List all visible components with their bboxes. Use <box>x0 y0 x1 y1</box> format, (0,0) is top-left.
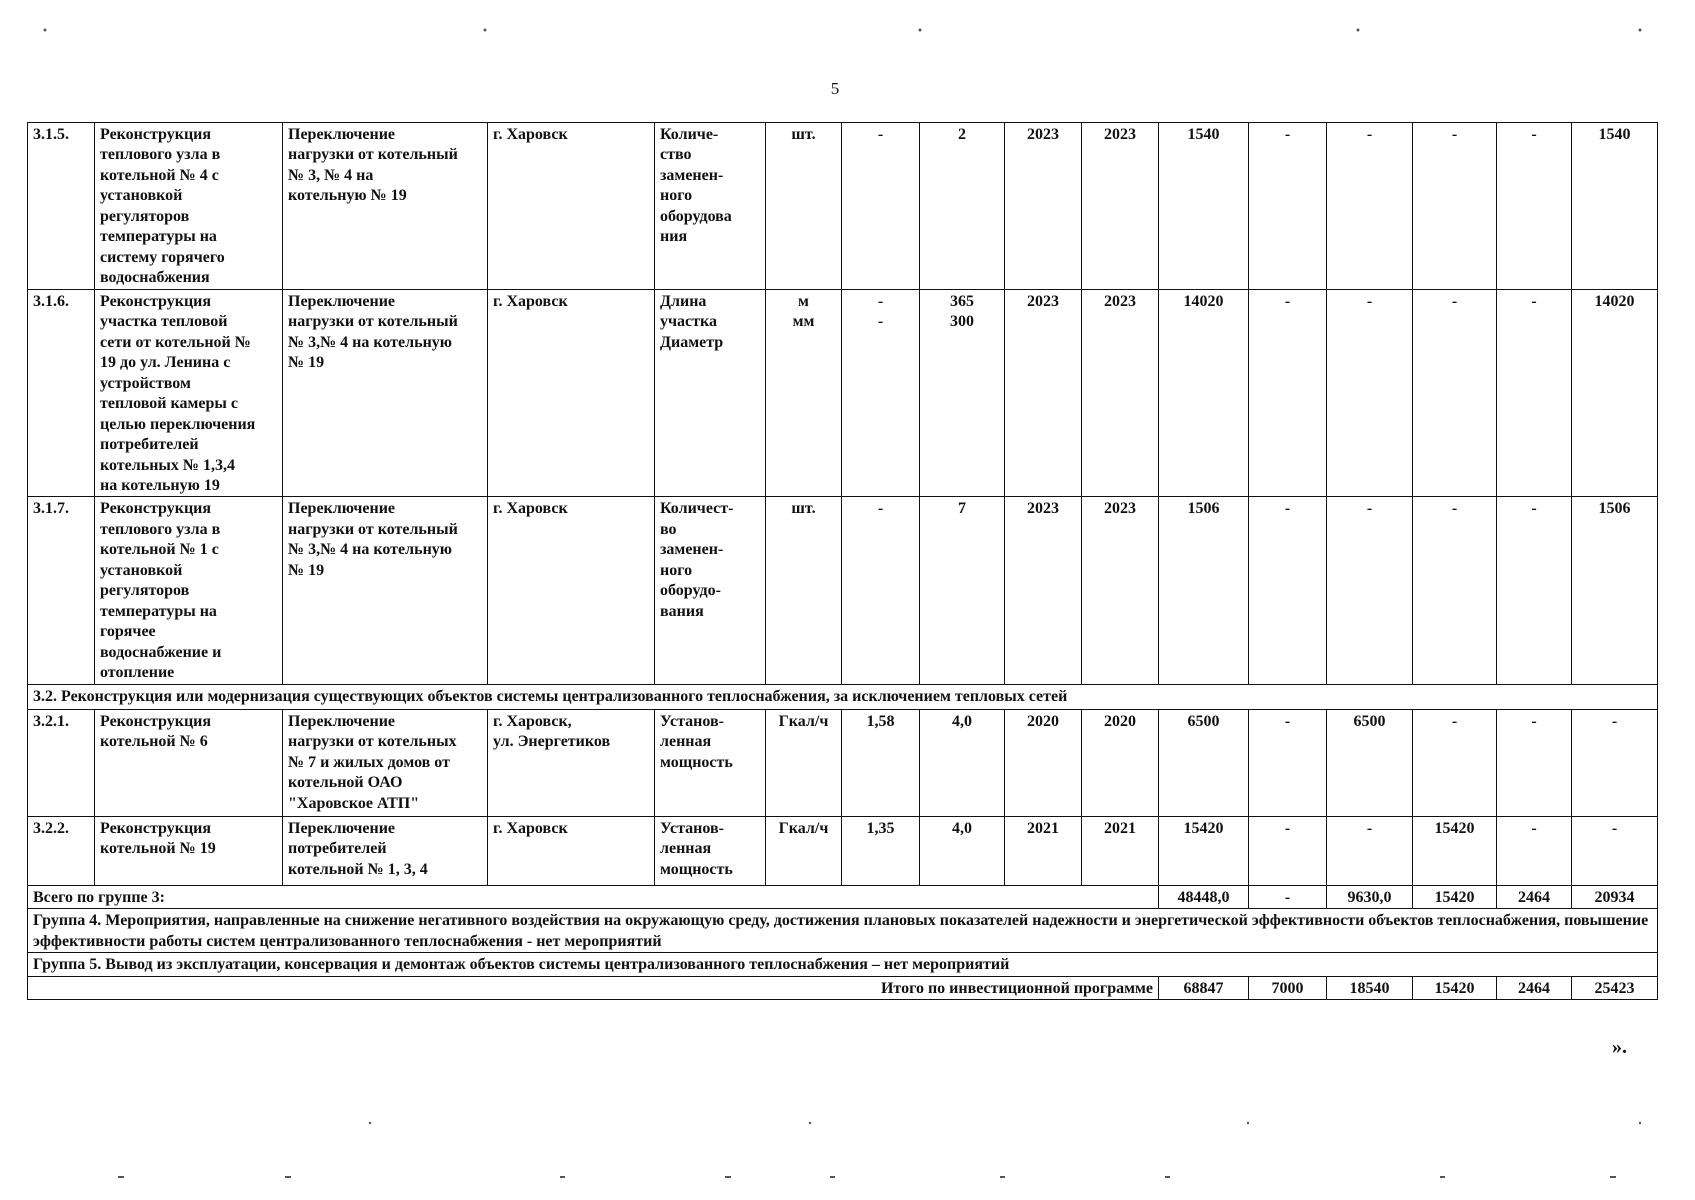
total-cost: 1540 <box>1159 123 1249 290</box>
investment-program-table <box>27 122 1658 1000</box>
section-row <box>28 684 1658 709</box>
row-number: 3.1.6. <box>28 289 95 497</box>
cost-year-5: 1506 <box>1572 497 1658 684</box>
indicator-unit: шт. <box>766 497 842 684</box>
table-row <box>28 289 1658 497</box>
group3-total-label: Всего по группе 3: <box>28 885 1159 908</box>
measure-purpose: Переключение нагрузки от котельный № 3,№ 4 на котельную № 19 <box>283 497 488 684</box>
cost-year-3: - <box>1413 289 1497 497</box>
measure-location: г. Харовск <box>488 289 655 497</box>
indicator-unit: м мм <box>766 289 842 497</box>
cost-year-1: - <box>1249 709 1327 816</box>
end-year: 2020 <box>1082 709 1159 816</box>
value-before: - - <box>842 289 920 497</box>
indicator-name: Установ- ленная мощность <box>655 709 766 816</box>
measure-name: Реконструкция котельной № 19 <box>95 816 283 885</box>
value-before: - <box>842 497 920 684</box>
cost-year-3: 15420 <box>1413 816 1497 885</box>
start-year: 2023 <box>1005 289 1082 497</box>
cost-year-4: - <box>1497 289 1572 497</box>
indicator-unit: Гкал/ч <box>766 816 842 885</box>
total-cost: 15420 <box>1159 816 1249 885</box>
start-year: 2023 <box>1005 497 1082 684</box>
cost-year-3: - <box>1413 497 1497 684</box>
total-cost: 14020 <box>1159 289 1249 497</box>
cost-year-1: - <box>1249 123 1327 290</box>
grand-cost-year-5: 25423 <box>1572 976 1658 999</box>
cost-year-3: - <box>1413 709 1497 816</box>
section-title: 3.2. Реконструкция или модернизация существующих объектов системы централизованного теплоснабжения, за исключением тепловых сетей <box>28 684 1658 709</box>
end-year: 2023 <box>1082 497 1159 684</box>
cost-year-4: - <box>1497 709 1572 816</box>
page-number: 5 <box>830 79 840 98</box>
grand-cost-year-1: 7000 <box>1249 976 1327 999</box>
grand-total-row <box>28 976 1658 999</box>
table-row <box>28 123 1658 290</box>
cost-year-2: - <box>1327 123 1413 290</box>
value-after: 365 300 <box>920 289 1005 497</box>
measure-name: Реконструкция теплового узла в котельной № 1 с установкой регуляторов температуры на горячее водоснабжение и отопление <box>95 497 283 684</box>
total-cost: 6500 <box>1159 709 1249 816</box>
group5-text: Группа 5. Вывод из эксплуатации, консервация и демонтаж объектов системы централизованного теплоснабжения – нет мероприятий <box>28 953 1658 976</box>
start-year: 2020 <box>1005 709 1082 816</box>
value-after: 4,0 <box>920 816 1005 885</box>
cost-year-5: 1540 <box>1572 123 1658 290</box>
cost-year-4: - <box>1497 123 1572 290</box>
indicator-name: Длина участка Диаметр <box>655 289 766 497</box>
indicator-name: Количе- ство заменен- ного оборудова ния <box>655 123 766 290</box>
row-number: 3.2.1. <box>28 709 95 816</box>
cost-year-5: - <box>1572 816 1658 885</box>
group3-cost-year-5: 20934 <box>1572 885 1658 908</box>
closing-quote-mark: ». <box>1612 1036 1627 1058</box>
group3-cost-year-4: 2464 <box>1497 885 1572 908</box>
value-after: 4,0 <box>920 709 1005 816</box>
measure-name: Реконструкция теплового узла в котельной № 4 с установкой регуляторов температуры на систему горячего водоснабжения <box>95 123 283 290</box>
end-year: 2023 <box>1082 289 1159 497</box>
measure-location: г. Харовск <box>488 816 655 885</box>
grand-total-cost: 68847 <box>1159 976 1249 999</box>
row-number: 3.1.5. <box>28 123 95 290</box>
measure-location: г. Харовск <box>488 123 655 290</box>
start-year: 2023 <box>1005 123 1082 290</box>
grand-cost-year-3: 15420 <box>1413 976 1497 999</box>
indicator-name: Количест- во заменен- ного оборудо- вания <box>655 497 766 684</box>
measure-purpose: Переключение нагрузки от котельный № 3,№ 4 на котельную № 19 <box>283 289 488 497</box>
cost-year-5: 14020 <box>1572 289 1658 497</box>
total-cost: 1506 <box>1159 497 1249 684</box>
measure-name: Реконструкция котельной № 6 <box>95 709 283 816</box>
measure-purpose: Переключение нагрузки от котельных № 7 и жилых домов от котельной ОАО "Харовское АТП" <box>283 709 488 816</box>
group3-total-cost: 48448,0 <box>1159 885 1249 908</box>
cost-year-2: 6500 <box>1327 709 1413 816</box>
measure-name: Реконструкция участка тепловой сети от котельной № 19 до ул. Ленина с устройством тепловой камеры с целью переключения потребителей котельных № 1,3,4 на котельную 19 <box>95 289 283 497</box>
value-after: 7 <box>920 497 1005 684</box>
table-row <box>28 497 1658 684</box>
group4-text: Группа 4. Мероприятия, направленные на снижение негативного воздействия на окружающую среду, достижения плановых показателей надежности и энергетической эффективности объектов теплоснабжения, повышение эффективности работы систем централизованного теплоснабжения - нет мероприятий <box>28 909 1658 953</box>
cost-year-2: - <box>1327 289 1413 497</box>
row-number: 3.2.2. <box>28 816 95 885</box>
group4-row <box>28 909 1658 953</box>
cost-year-2: - <box>1327 497 1413 684</box>
measure-location: г. Харовск, ул. Энергетиков <box>488 709 655 816</box>
group3-cost-year-1: - <box>1249 885 1327 908</box>
value-before: 1,58 <box>842 709 920 816</box>
cost-year-1: - <box>1249 497 1327 684</box>
table-row <box>28 709 1658 816</box>
cost-year-5: - <box>1572 709 1658 816</box>
measure-purpose: Переключение потребителей котельной № 1, 3, 4 <box>283 816 488 885</box>
end-year: 2021 <box>1082 816 1159 885</box>
value-before: 1,35 <box>842 816 920 885</box>
end-year: 2023 <box>1082 123 1159 290</box>
grand-cost-year-2: 18540 <box>1327 976 1413 999</box>
indicator-name: Установ- ленная мощность <box>655 816 766 885</box>
cost-year-3: - <box>1413 123 1497 290</box>
grand-total-label: Итого по инвестиционной программе <box>28 976 1159 999</box>
cost-year-1: - <box>1249 289 1327 497</box>
cost-year-4: - <box>1497 816 1572 885</box>
value-before: - <box>842 123 920 290</box>
measure-location: г. Харовск <box>488 497 655 684</box>
measure-purpose: Переключение нагрузки от котельный № 3, № 4 на котельную № 19 <box>283 123 488 290</box>
group3-total-row <box>28 885 1658 908</box>
indicator-unit: Гкал/ч <box>766 709 842 816</box>
indicator-unit: шт. <box>766 123 842 290</box>
group5-row <box>28 953 1658 976</box>
cost-year-1: - <box>1249 816 1327 885</box>
table-row <box>28 816 1658 885</box>
start-year: 2021 <box>1005 816 1082 885</box>
group3-cost-year-2: 9630,0 <box>1327 885 1413 908</box>
group3-cost-year-3: 15420 <box>1413 885 1497 908</box>
cost-year-4: - <box>1497 497 1572 684</box>
cost-year-2: - <box>1327 816 1413 885</box>
row-number: 3.1.7. <box>28 497 95 684</box>
grand-cost-year-4: 2464 <box>1497 976 1572 999</box>
value-after: 2 <box>920 123 1005 290</box>
